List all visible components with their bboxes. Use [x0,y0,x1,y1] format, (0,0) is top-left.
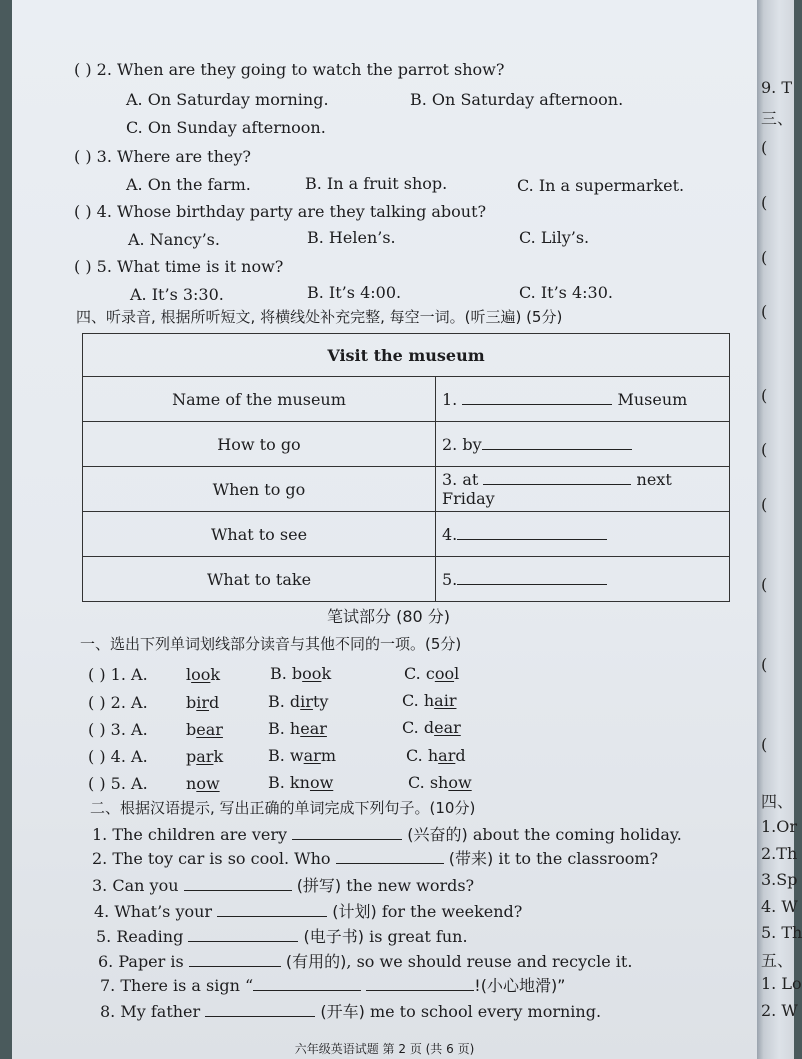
option-c: C. It’s 4:30. [519,283,613,302]
row-answer: 3. at next Friday [436,467,730,512]
edge-text: 4. W [761,897,798,916]
option-c: C. Lily’s. [519,228,590,247]
question-stem: ( ) 4. Whose birthday party are they talking about? [74,202,487,221]
table-row [83,377,730,422]
table-row [83,422,730,467]
word-b: B. know [268,773,334,792]
answer-blank[interactable] [253,978,361,991]
row-label: What to see [83,512,436,557]
edge-text: ( [761,193,768,212]
answer-blank[interactable] [457,527,607,540]
fill-sentence-6: 6. Paper is (有用的), so we should reuse and recycle it. [98,952,633,971]
answer-blank[interactable] [205,1004,315,1017]
row-answer: 2. by [436,422,730,467]
option-c: C. In a supermarket. [517,176,685,195]
table-title: Visit the museum [83,334,730,377]
section4-title: 四、听录音, 根据所听短文, 将横线处补充完整, 每空一词。(听三遍) (5分) [76,308,563,326]
word-a: now [186,774,220,793]
word-c: C. cool [404,664,460,683]
fill-title: 二、根据汉语提示, 写出正确的单词完成下列句子。(10分) [90,799,476,817]
word-a: park [186,747,224,766]
row-label: Name of the museum [83,377,436,422]
option-a: A. On Saturday morning. [126,90,329,109]
row-answer: 5. [436,557,730,602]
museum-table [82,333,730,602]
answer-blank[interactable] [482,437,632,450]
answer-blank[interactable] [184,878,292,891]
fill-sentence-3: 3. Can you (拼写) the new words? [92,876,475,895]
word-b: B. warm [268,746,336,765]
item-number: ( ) 2. A. [88,693,148,712]
edge-text: 9. T [761,78,793,97]
edge-text: 1.Or [761,817,798,836]
row-label: What to take [83,557,436,602]
word-a: bear [186,720,223,739]
word-c: C. hard [406,746,466,765]
row-answer: 4. [436,512,730,557]
word-a: bird [186,693,220,712]
answer-blank[interactable] [217,904,327,917]
row-answer: 1. Museum [436,377,730,422]
edge-text: ( [761,655,768,674]
table-row [83,557,730,602]
answer-blank[interactable] [483,472,631,485]
edge-text: 1. Lo [761,974,802,993]
answer-blank[interactable] [336,851,444,864]
answer-blank[interactable] [462,392,612,405]
edge-text: 5. Th [761,923,802,942]
fill-sentence-1: 1. The children are very (兴奋的) about the coming holiday. [92,825,682,844]
edge-text: ( [761,302,768,321]
answer-blank[interactable] [457,572,607,585]
item-number: ( ) 3. A. [88,720,148,739]
option-b: B. In a fruit shop. [305,174,448,193]
word-b: B. book [270,664,332,683]
option-c: C. On Sunday afternoon. [126,118,326,137]
fill-sentence-8: 8. My father (开车) me to school every morning. [100,1002,602,1021]
question-stem: ( ) 2. When are they going to watch the parrot show? [74,60,505,79]
word-c: C. dear [402,718,461,737]
question-stem: ( ) 3. Where are they? [74,147,251,166]
edge-text: 3.Sp [761,870,798,889]
item-number: ( ) 4. A. [88,747,148,766]
word-c: C. hair [402,691,457,710]
item-number: ( ) 5. A. [88,774,148,793]
edge-text: ( [761,386,768,405]
phonics-title: 一、选出下列单词划线部分读音与其他不同的一项。(5分) [80,635,462,653]
table-row [83,467,730,512]
fill-sentence-5: 5. Reading (电子书) is great fun. [96,927,468,946]
row-label: When to go [83,467,436,512]
edge-text: 2.Th [761,844,798,863]
exam-page [12,0,757,1059]
edge-text: 四、 [761,792,794,811]
table-title-row [83,334,730,377]
edge-text: 三、 [761,109,794,128]
answer-blank[interactable] [292,827,402,840]
item-number: ( ) 1. A. [88,665,148,684]
answer-blank[interactable] [189,954,281,967]
row-label: How to go [83,422,436,467]
option-b: B. On Saturday afternoon. [410,90,624,109]
option-a: A. It’s 3:30. [130,285,224,304]
page-footer: 六年级英语试题 第 2 页 (共 6 页) [294,1042,475,1056]
option-b: B. It’s 4:00. [307,283,402,302]
edge-text: ( [761,248,768,267]
edge-text: ( [761,495,768,514]
word-b: B. hear [268,719,327,738]
edge-text: ( [761,575,768,594]
word-c: C. show [408,773,472,792]
table-row [83,512,730,557]
answer-blank[interactable] [188,929,298,942]
edge-text: ( [761,735,768,754]
edge-text: ( [761,440,768,459]
option-a: A. Nancy’s. [128,230,220,249]
fill-sentence-7: 7. There is a sign “ !(小心地滑)” [100,976,566,995]
edge-text: 五、 [761,951,794,970]
answer-blank[interactable] [366,978,474,991]
next-page-edge [757,0,802,1059]
word-b: B. dirty [268,692,329,711]
fill-sentence-4: 4. What’s your (计划) for the weekend? [94,902,523,921]
question-stem: ( ) 5. What time is it now? [74,257,284,276]
edge-text: ( [761,138,768,157]
edge-text: 2. W [761,1001,798,1020]
fill-sentence-2: 2. The toy car is so cool. Who (带来) it to the classroom? [92,849,659,868]
word-a: look [186,665,221,684]
option-b: B. Helen’s. [307,228,396,247]
written-part-title: 笔试部分 (80 分) [327,607,451,626]
option-a: A. On the farm. [126,175,251,194]
